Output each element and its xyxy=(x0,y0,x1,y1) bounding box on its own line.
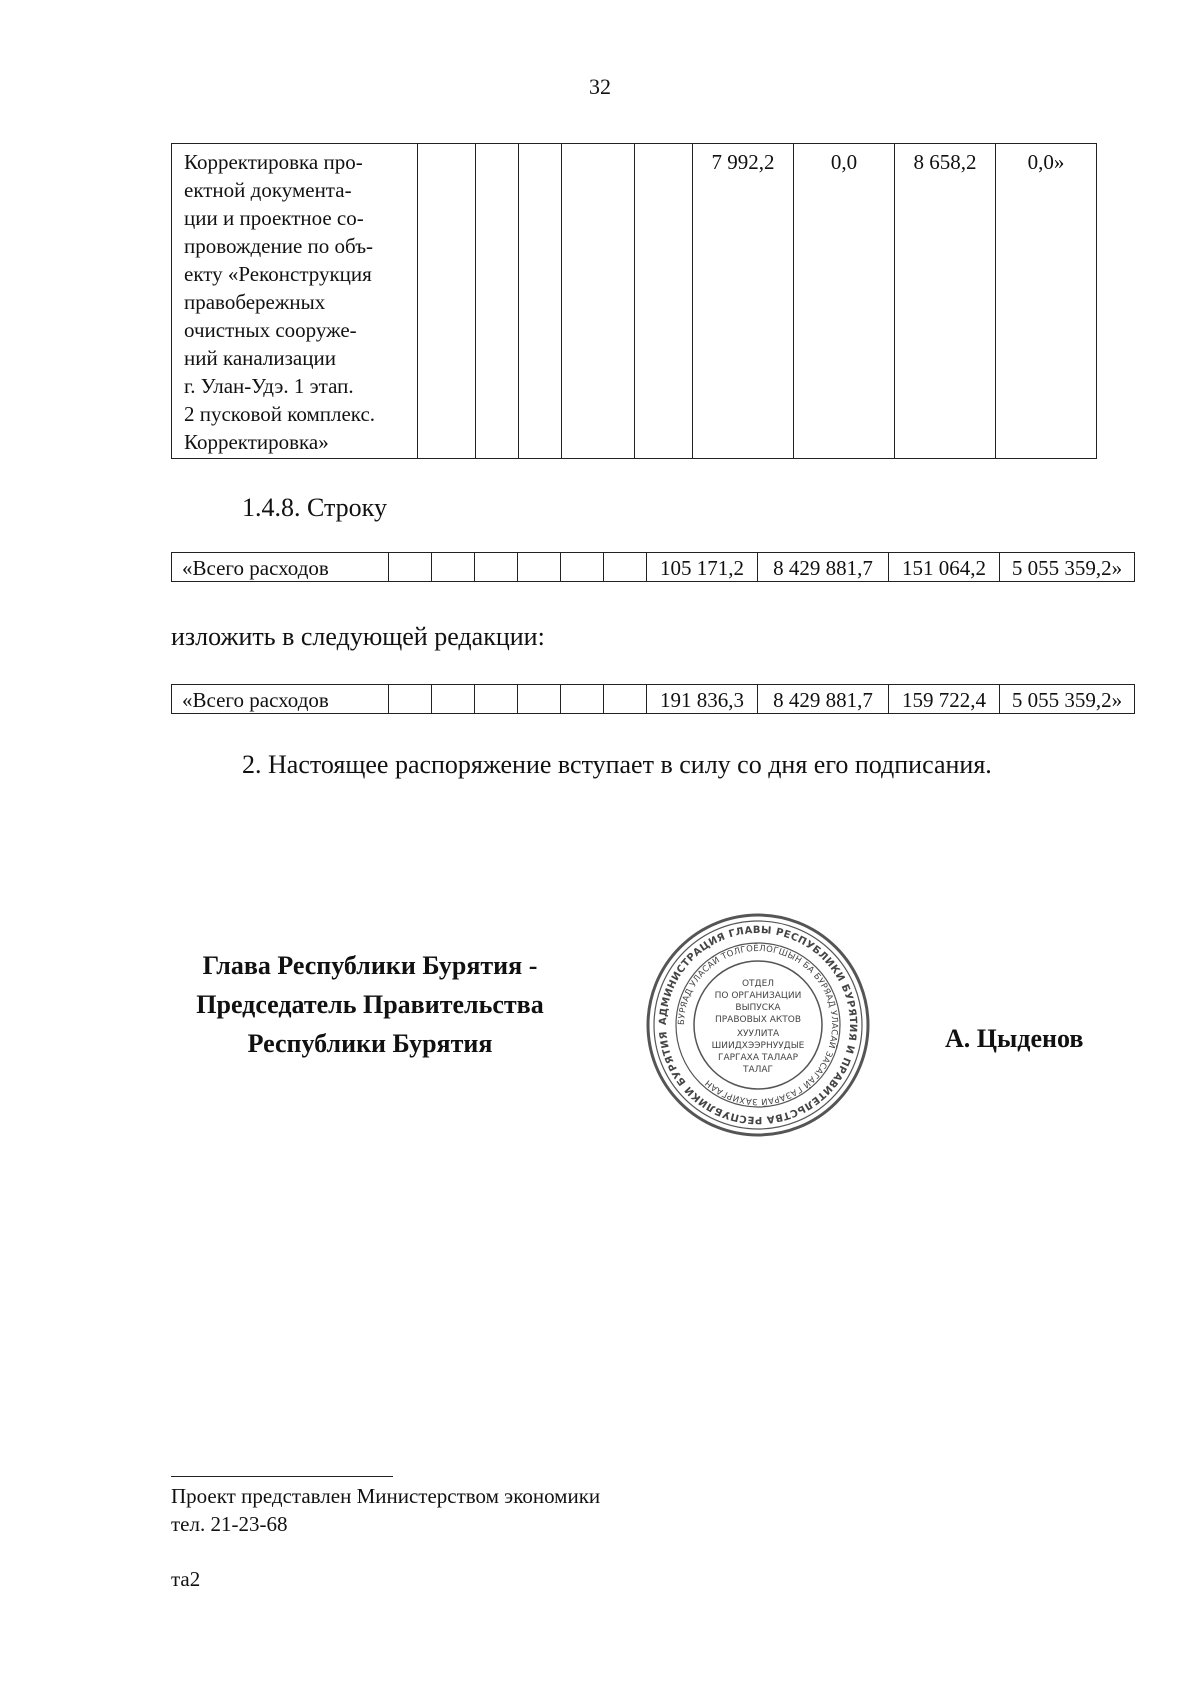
seal-line: ПРАВОВЫХ АКТОВ xyxy=(714,1015,802,1025)
value-cell: 8 429 881,7 xyxy=(758,553,889,582)
value-cell: 159 722,4 xyxy=(889,685,1000,714)
description-line: ний канализации xyxy=(184,346,336,370)
paragraph-1-4-8: 1.4.8. Строку xyxy=(242,493,387,522)
description-line: Корректировка про- xyxy=(184,150,363,174)
seal-line: ОТДЕЛ xyxy=(741,979,775,989)
paragraph-2: 2. Настоящее распоряжение вступает в силу со дня его подписания. xyxy=(242,750,992,779)
footnote-line-1: Проект представлен Министерством экономики xyxy=(171,1484,601,1508)
table-row xyxy=(172,553,1135,582)
table-row xyxy=(172,685,1135,714)
total-row-old xyxy=(171,552,1135,582)
row-description xyxy=(172,144,418,459)
signer-name: А. Цыденов xyxy=(945,1024,1084,1053)
seal-line: ГАРГАХА ТАЛААР xyxy=(717,1053,799,1063)
table-row xyxy=(172,144,1097,459)
signer-title-line: Председатель Правительства xyxy=(196,990,544,1019)
signer-title-line: Глава Республики Бурятия - xyxy=(202,951,538,980)
official-seal xyxy=(643,910,873,1140)
document-code: та2 xyxy=(171,1567,201,1591)
value-cell: 7 992,2 xyxy=(693,144,794,459)
svg-text:БУРЯАД УЛАСАЙ ТОЛГОЁЛОГШЫН БА xyxy=(677,943,839,1108)
seal-line: ВЫПУСКА xyxy=(735,1003,781,1013)
footnote xyxy=(171,1482,600,1538)
seal-outer-text: АДМИНИСТРАЦИЯ ГЛАВЫ РЕСПУБЛИКИ БУРЯТИЯ И ПРАВИТЕЛЬСТВА РЕСПУБЛИКИ БУРЯТИЯ xyxy=(657,924,859,1126)
value-cell: 151 064,2 xyxy=(889,553,1000,582)
value-cell: 105 171,2 xyxy=(647,553,758,582)
seal-line: ПО ОРГАНИЗАЦИИ xyxy=(714,991,802,1001)
page-number: 32 xyxy=(589,74,611,99)
project-table xyxy=(171,143,1097,459)
value-cell: 5 055 359,2» xyxy=(1000,553,1135,582)
description-line: правобережных xyxy=(184,290,326,314)
description-line: очистных сооруже- xyxy=(184,318,357,342)
paragraph-edit: изложить в следующей редакции: xyxy=(171,622,545,651)
total-row-new xyxy=(171,684,1135,714)
value-cell: 0,0 xyxy=(794,144,895,459)
description-line: 2 пусковой комплекс. xyxy=(184,402,376,426)
value-cell: 5 055 359,2» xyxy=(1000,685,1135,714)
value-cell: 8 658,2 xyxy=(895,144,996,459)
footnote-line-2: тел. 21-23-68 xyxy=(171,1512,288,1536)
value-cell: 191 836,3 xyxy=(647,685,758,714)
value-cell: 8 429 881,7 xyxy=(758,685,889,714)
description-line: провождение по объ- xyxy=(184,234,374,258)
description-line: г. Улан-Удэ. 1 этап. xyxy=(184,374,354,398)
seal-line: ШИИДХЭЭРНУУДЫЕ xyxy=(711,1041,805,1051)
total-label: «Всего расходов xyxy=(172,685,389,714)
description-line: екту «Реконструкция xyxy=(184,262,372,286)
seal-inner-ring-text: БУРЯАД УЛАСАЙ ТОЛГОЁЛОГШЫН БА БУРЯАД УЛАСАЙ ЗАСАГАЙ ГАЗАРАЙ ЗАХИРГААН xyxy=(676,943,840,1107)
seal-line: ХУУЛИТА xyxy=(736,1029,780,1039)
signer-title-line: Республики Бурятия xyxy=(247,1029,493,1058)
value-cell: 0,0» xyxy=(996,144,1097,459)
description-line: Корректировка» xyxy=(184,430,329,454)
seal-line: ТАЛАГ xyxy=(742,1065,774,1075)
signer-title xyxy=(160,946,580,1063)
description-line: ции и проектное со- xyxy=(184,206,364,230)
footnote-divider xyxy=(171,1476,393,1477)
total-label: «Всего расходов xyxy=(172,553,389,582)
description-line: ектной документа- xyxy=(184,178,352,202)
